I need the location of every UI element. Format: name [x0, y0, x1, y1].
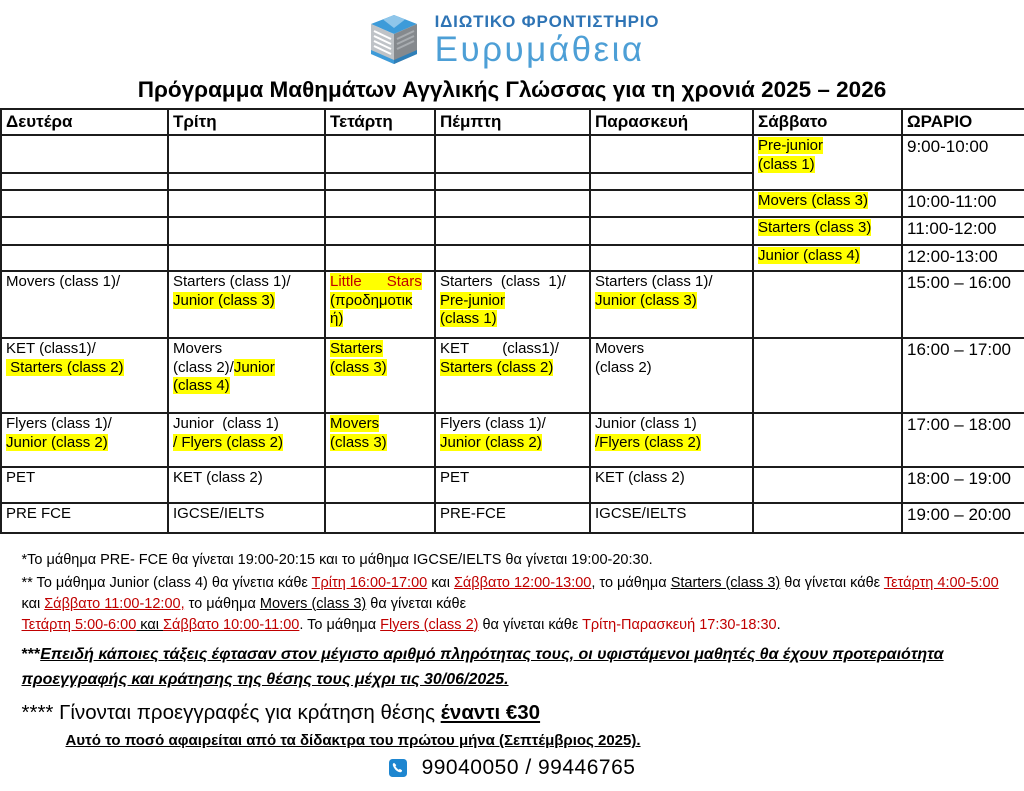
schedule-cell	[902, 245, 1024, 271]
text-segment: προεγγραφής και κράτησης της θέσης τους μέχρι τις 30/06/2025.	[21, 671, 509, 689]
note-preregistration	[22, 698, 1003, 728]
schedule-cell	[435, 503, 590, 533]
text-segment: Starters (class 1)/	[440, 273, 566, 291]
schedule-table-head	[1, 109, 1024, 136]
table-row	[1, 190, 1024, 217]
schedule-cell	[1, 338, 168, 413]
text-segment: (class 3)	[330, 358, 387, 376]
schedule-cell	[902, 135, 1024, 190]
schedule-table-body	[1, 135, 1024, 533]
schedule-cell	[435, 338, 590, 413]
table-row	[1, 245, 1024, 271]
text-segment: Pre-junior	[758, 137, 824, 155]
text-segment: Movers	[595, 340, 645, 358]
text-segment: Σάββατο 11:00-12:00,	[44, 595, 185, 612]
schedule-cell	[1, 135, 168, 173]
text-segment: το μάθημα	[184, 595, 260, 612]
text-segment: 12:00-13:00	[907, 247, 998, 267]
text-segment: Starters (class 2)	[440, 358, 554, 376]
text-segment: Τετάρτη 5:00-6:00	[21, 616, 137, 633]
text-segment: Junior (class 2)	[440, 433, 542, 451]
text-segment: Junior (class 2)	[6, 433, 108, 451]
schedule-cell	[902, 190, 1024, 217]
schedule-cell	[435, 217, 590, 245]
schedule-cell	[902, 271, 1024, 338]
text-segment: Movers (class 1)/	[6, 273, 121, 291]
schedule-cell	[1, 503, 168, 533]
text-segment: Movers (class 3)	[259, 595, 367, 612]
text-segment: και	[136, 616, 164, 633]
text-segment: Starters (class 1)/	[173, 273, 291, 291]
table-row	[1, 217, 1024, 245]
schedule-cell	[590, 173, 753, 190]
schedule-cell	[753, 338, 902, 413]
text-segment: 18:00 – 19:00	[907, 469, 1011, 489]
schedule-cell	[753, 467, 902, 503]
schedule-cell	[435, 245, 590, 271]
text-segment: (class 1)	[758, 155, 815, 173]
schedule-cell	[435, 190, 590, 217]
text-segment: PRE-FCE	[440, 505, 506, 523]
logo-books-icon	[365, 14, 423, 66]
schedule-cell	[753, 503, 902, 533]
page-title: Πρόγραμμα Μαθημάτων Αγγλικής Γλώσσας για τη χρονιά 2025 – 2026	[137, 76, 887, 102]
phone-icon	[389, 759, 407, 777]
text-segment: 17:00 – 18:00	[907, 415, 1011, 435]
schedule-cell	[325, 135, 435, 173]
schedule-cell	[753, 245, 902, 271]
text-segment: **** Γίνονται προεγγραφές για κράτηση θέσης	[21, 700, 441, 724]
schedule-cell	[590, 245, 753, 271]
text-segment: έναντι €30	[440, 700, 541, 724]
schedule-cell	[902, 503, 1024, 533]
header-row	[1, 109, 1024, 136]
table-row	[1, 338, 1024, 413]
schedule-cell	[168, 413, 325, 467]
text-segment: (class 2)/	[173, 358, 234, 376]
note-priority	[22, 642, 1003, 693]
text-segment: Pre-junior	[440, 291, 506, 309]
column-header: Τετάρτη	[325, 109, 435, 136]
schedule-cell	[168, 217, 325, 245]
table-row	[1, 135, 1024, 173]
schedule-cell	[168, 135, 325, 173]
text-segment: .	[776, 616, 781, 633]
text-segment: Junior (class 1)	[595, 415, 697, 433]
text-segment: *Το μάθημα PRE- FCE θα γίνεται 19:00-20:15 και το μάθημα IGCSE/IELTS θα γίνεται 19:00-20:30.	[21, 552, 653, 569]
schedule-cell	[325, 173, 435, 190]
text-segment: και	[427, 574, 454, 591]
schedule-cell	[1, 467, 168, 503]
logo	[0, 0, 1024, 69]
schedule-cell	[325, 245, 435, 271]
text-segment: Σάββατο 10:00-11:00	[163, 616, 300, 633]
text-segment: KET (class1)/	[440, 340, 559, 358]
schedule-table	[0, 108, 1024, 535]
schedule-cell	[1, 413, 168, 467]
text-segment: KET (class1)/	[6, 340, 96, 358]
table-row	[1, 503, 1024, 533]
column-header: Τρίτη	[168, 109, 325, 136]
text-segment: KET (class 2)	[595, 469, 685, 487]
schedule-cell	[168, 173, 325, 190]
text-segment: / Flyers (class 2)	[173, 433, 284, 451]
text-segment: (class 1)	[440, 310, 497, 328]
schedule-cell	[590, 338, 753, 413]
text-segment: Τρίτη 16:00-17:00	[311, 574, 428, 591]
schedule-cell	[1, 173, 168, 190]
schedule-cell	[325, 271, 435, 338]
text-segment: 10:00-11:00	[907, 192, 997, 212]
text-segment: Starters (class 1)/	[595, 273, 713, 291]
logo-line2: Ευρυμάθεια	[434, 30, 645, 69]
logo-text	[435, 12, 660, 69]
schedule-cell	[168, 271, 325, 338]
schedule-cell	[902, 413, 1024, 467]
schedule-cell	[590, 503, 753, 533]
column-header: Πέμπτη	[435, 109, 590, 136]
note-pre-fce	[22, 550, 1003, 571]
phone-row	[0, 756, 1024, 780]
text-segment: 16:00 – 17:00	[907, 340, 1011, 360]
schedule-cell	[435, 173, 590, 190]
text-segment: , το μάθημα	[591, 574, 671, 591]
schedule-cell	[753, 413, 902, 467]
schedule-cell	[902, 217, 1024, 245]
schedule-cell	[435, 135, 590, 173]
text-segment: . Το μάθημα	[299, 616, 381, 633]
schedule-cell	[902, 467, 1024, 503]
text-segment: Flyers (class 1)/	[6, 415, 112, 433]
logo-line1: ΙΔΙΩΤΙΚΟ ΦΡΟΝΤΙΣΤΗΡΙΟ	[434, 12, 660, 31]
text-segment: θα γίνεται κάθε	[780, 574, 884, 591]
text-segment: και	[21, 595, 45, 612]
text-segment: 19:00 – 20:00	[907, 505, 1011, 525]
text-segment: KET (class 2)	[173, 469, 263, 487]
text-segment: Junior (class 4)	[758, 247, 860, 265]
schedule-cell	[590, 467, 753, 503]
text-segment: Movers	[330, 415, 380, 433]
text-segment: Σάββατο 12:00-13:00	[453, 574, 592, 591]
text-segment: Τετάρτη 4:00-5:00	[883, 574, 999, 591]
schedule-cell	[753, 271, 902, 338]
text-segment: Starters (class 2)	[6, 358, 124, 376]
schedule-cell	[1, 271, 168, 338]
column-header: Σάββατο	[753, 109, 902, 136]
text-segment: ή)	[330, 310, 344, 328]
schedule-cell	[168, 467, 325, 503]
text-segment: Flyers (class 1)/	[440, 415, 546, 433]
schedule-cell	[325, 503, 435, 533]
text-segment: θα γίνεται κάθε	[366, 595, 467, 612]
schedule-cell	[753, 190, 902, 217]
schedule-cell	[325, 413, 435, 467]
text-segment: Movers (class 3)	[758, 192, 869, 210]
text-segment: Τρίτη-Παρασκευή 17:30-18:30	[582, 616, 777, 633]
text-segment: Junior (class 3)	[173, 291, 275, 309]
text-segment: PRE FCE	[6, 505, 72, 523]
footnotes	[22, 550, 1003, 752]
schedule-cell	[325, 217, 435, 245]
text-segment: Junior	[233, 358, 275, 376]
text-segment: Junior (class 3)	[595, 291, 697, 309]
text-segment: ** Το μάθημα Junior (class 4) θα γίνετια κάθε	[21, 574, 312, 591]
text-segment: (προδημοτικ	[330, 291, 413, 309]
text-segment: Flyers (class 2)	[380, 616, 479, 633]
schedule-cell	[325, 190, 435, 217]
text-segment: Επειδή κάποιες τάξεις έφτασαν στον μέγιστο αριθμό πληρότητας τους, οι υφιστάμενοι μαθητές θα έχουν προτεραιότητα	[40, 645, 944, 663]
schedule-cell	[1, 217, 168, 245]
text-segment: PET	[6, 469, 36, 487]
text-segment: (class 4)	[173, 377, 230, 395]
table-row	[1, 467, 1024, 503]
text-segment: Starters (class 3)	[670, 574, 781, 591]
schedule-cell	[435, 413, 590, 467]
text-segment: /Flyers (class 2)	[595, 433, 701, 451]
note-schedule-details	[22, 573, 1003, 636]
schedule-cell	[1, 245, 168, 271]
text-segment: 9:00-10:00	[907, 137, 989, 157]
text-segment: Starters	[330, 340, 383, 358]
schedule-cell	[435, 271, 590, 338]
schedule-cell	[1, 190, 168, 217]
schedule-cell	[168, 190, 325, 217]
text-segment: Starters (class 3)	[758, 219, 872, 237]
table-row	[1, 413, 1024, 467]
text-segment: 15:00 – 16:00	[907, 273, 1011, 293]
schedule-cell	[590, 413, 753, 467]
schedule-cell	[590, 135, 753, 173]
schedule-cell	[325, 467, 435, 503]
schedule-cell	[590, 271, 753, 338]
schedule-cell	[168, 338, 325, 413]
schedule-cell	[753, 135, 902, 190]
schedule-cell	[902, 338, 1024, 413]
table-row	[1, 271, 1024, 338]
schedule-cell	[753, 217, 902, 245]
schedule-cell	[168, 245, 325, 271]
text-segment: PET	[440, 469, 470, 487]
text-segment: Αυτό το ποσό αφαιρείται από τα δίδακτρα του πρώτου μήνα (Σεπτέμβριος 2025).	[65, 732, 641, 750]
text-segment: IGCSE/IELTS	[595, 505, 687, 523]
text-segment: (class 3)	[330, 433, 387, 451]
text-segment: Movers	[173, 340, 223, 358]
schedule-cell	[435, 467, 590, 503]
note-deduction	[66, 730, 1003, 752]
column-header: ΩΡΑΡΙΟ	[902, 109, 1024, 136]
column-header: Παρασκευή	[590, 109, 753, 136]
schedule-cell	[325, 338, 435, 413]
text-segment: IGCSE/IELTS	[173, 505, 265, 523]
text-segment: Little Stars	[330, 273, 422, 291]
schedule-cell	[590, 217, 753, 245]
schedule-cell	[590, 190, 753, 217]
phone-numbers: 99040050 / 99446765	[421, 756, 636, 780]
text-segment: (class 2)	[595, 358, 652, 376]
text-segment: ***	[21, 645, 41, 663]
schedule-cell	[168, 503, 325, 533]
text-segment: Junior (class 1)	[173, 415, 279, 433]
column-header: Δευτέρα	[1, 109, 168, 136]
text-segment: θα γίνεται κάθε	[478, 616, 583, 633]
text-segment: 11:00-12:00	[907, 219, 997, 239]
